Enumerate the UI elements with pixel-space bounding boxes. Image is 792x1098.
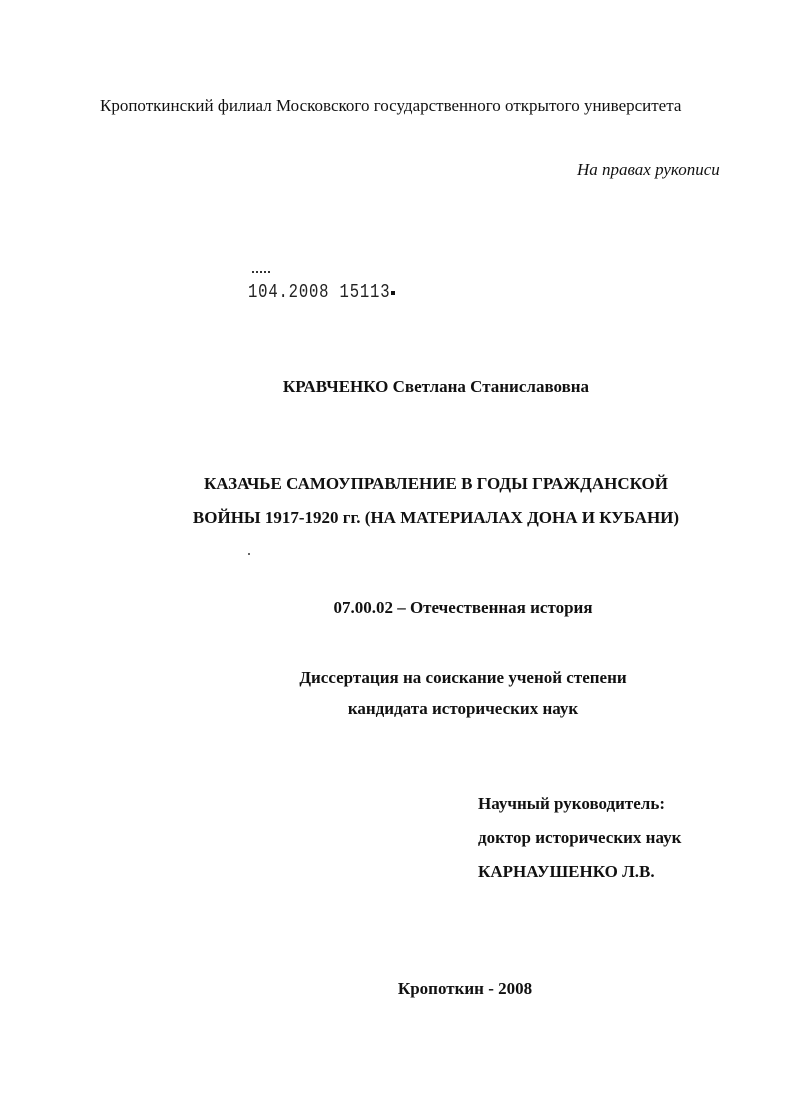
dissertation-title <box>0 467 792 535</box>
author-name: КРАВЧЕНКО Светлана Станиславовна <box>282 377 590 396</box>
catalog-code: 104.2008 15113 <box>248 281 391 303</box>
degree-line-2: кандидата исторических наук <box>347 699 579 718</box>
degree-line-1: Диссертация на соискание ученой степени <box>299 668 627 687</box>
degree-statement <box>0 662 792 724</box>
supervisor-label: Научный руководитель: <box>478 794 665 813</box>
catalog-code-mark <box>252 271 270 275</box>
title-line-1: КАЗАЧЬЕ САМОУПРАВЛЕНИЕ В ГОДЫ ГРАЖДАНСКОЙ <box>203 474 669 493</box>
supervisor-name: КАРНАУШЕНКО Л.В. <box>478 862 655 881</box>
city-year: Кропоткин - 2008 <box>397 979 533 998</box>
catalog-code-dot <box>391 291 395 295</box>
manuscript-note: На правах рукописи <box>577 160 720 179</box>
supervisor-block <box>478 787 681 889</box>
institution-name: Кропоткинский филиал Московского государственного открытого университета <box>100 96 682 115</box>
title-line-2: ВОЙНЫ 1917-1920 гг. (НА МАТЕРИАЛАХ ДОНА И КУБАНИ) <box>192 508 680 527</box>
specialty: 07.00.02 – Отечественная история <box>333 598 593 617</box>
supervisor-degree: доктор исторических наук <box>478 828 682 847</box>
scan-speck <box>248 553 250 555</box>
